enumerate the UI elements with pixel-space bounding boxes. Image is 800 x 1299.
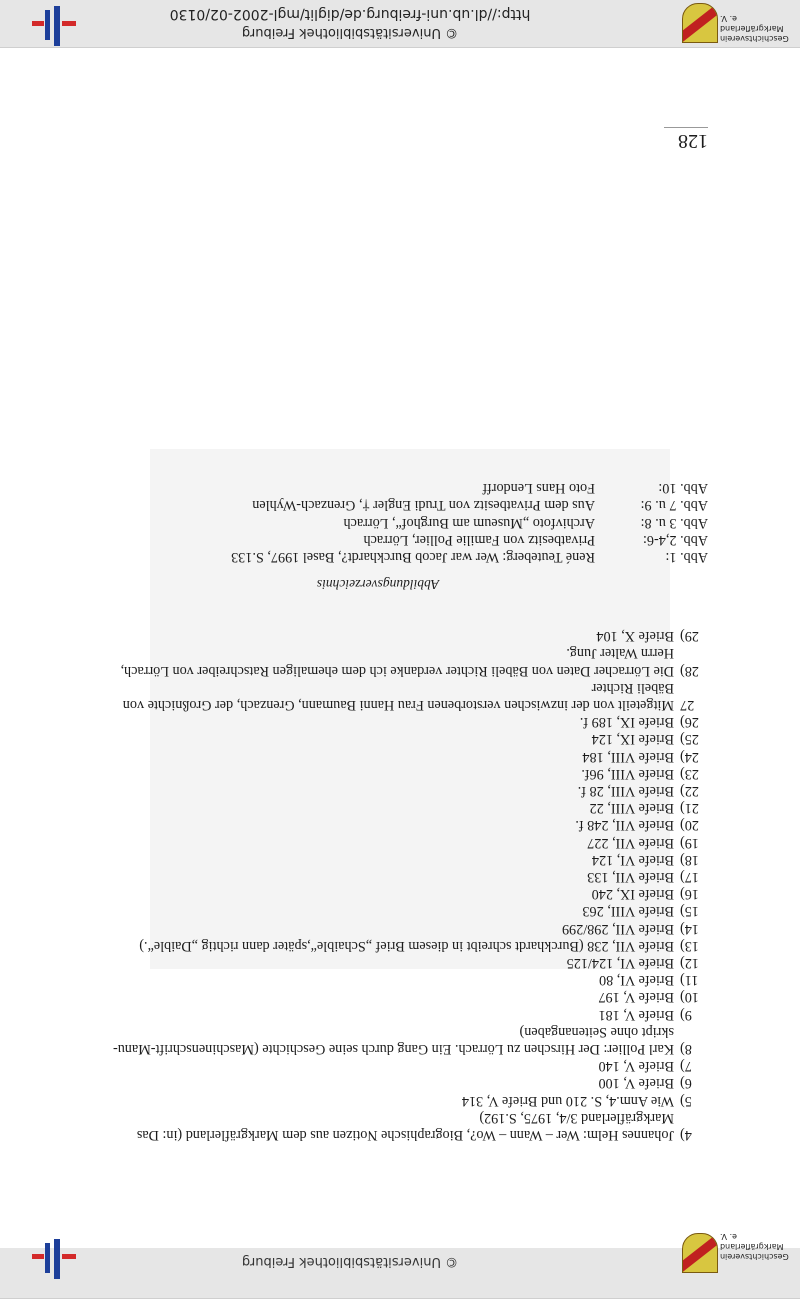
endnote-number: 10) bbox=[680, 989, 699, 1006]
viewer-footer-bar bbox=[0, 0, 800, 48]
endnote-number: 4) bbox=[680, 1127, 692, 1143]
university-library-logo-icon[interactable] bbox=[32, 0, 80, 46]
page-number-rule bbox=[664, 127, 708, 128]
endnote-text-line: Briefe VIII, 263 bbox=[582, 903, 674, 920]
endnote-number: 24) bbox=[680, 748, 699, 765]
figure-label: Abb. 2,4-6: bbox=[642, 531, 708, 548]
coat-of-arms-icon bbox=[682, 1233, 718, 1273]
endnote-number: 15) bbox=[680, 903, 699, 920]
figure-label: Abb. 7 u. 9: bbox=[640, 497, 708, 514]
endnote-text-line: Briefe VII, 248 f. bbox=[575, 817, 674, 834]
figures-heading: Abbildungsverzeichnis bbox=[316, 577, 440, 592]
endnote-text-line: Mitgeteilt von der inzwischen verstorbenen Frau Hanni Baumann, Grenzach, der Großnichte von bbox=[122, 697, 674, 713]
endnote-text-line: Briefe VI, 80 bbox=[599, 972, 674, 989]
figure-label: Abb. 10: bbox=[658, 480, 708, 497]
endnote-number: 26) bbox=[680, 714, 699, 731]
permalink[interactable]: http://dl.ub.uni-freiburg.de/diglit/mgl-2002-02/0130 bbox=[169, 6, 531, 22]
figure-credit-text: Aus dem Privatbesitz von Trudi Engler †, Grenzach-Wyhlen bbox=[252, 497, 595, 514]
viewer-header-bar bbox=[0, 1248, 800, 1299]
endnote-text-line: Briefe VIII, 28 f. bbox=[577, 783, 674, 799]
endnote-text-line: Markgräflerland 3/4, 1975, S.192) bbox=[479, 1109, 674, 1126]
endnote-text-line: Briefe IX, 240 bbox=[591, 886, 674, 903]
endnote-text-line: Bäbeli Richter bbox=[591, 679, 674, 696]
university-library-logo-icon[interactable] bbox=[32, 1233, 80, 1279]
endnote-number: 6) bbox=[680, 1075, 692, 1092]
endnote-number: 9) bbox=[680, 1006, 692, 1023]
endnote-text-line: Briefe V, 140 bbox=[598, 1058, 674, 1075]
endnote-text-line: Briefe VI, 124 bbox=[591, 851, 674, 868]
endnote-text-line: Briefe IX, 189 f. bbox=[579, 714, 674, 731]
figure-credit-text: René Teuteberg: Wer war Jacob Burckhardt?, Basel 1997, S.133 bbox=[231, 549, 595, 565]
endnote-text-line: Herrn Walter Jung. bbox=[566, 645, 674, 662]
figure-credit-text: Privatbesitz von Familie Pollier, Lörrach bbox=[363, 531, 595, 548]
endnote-number: 11) bbox=[680, 972, 699, 989]
copyright-line: © Universitätsbibliothek Freiburg bbox=[241, 25, 459, 40]
endnote-number: 18) bbox=[680, 851, 699, 868]
endnote-text-line: Briefe VII, 298/299 bbox=[561, 920, 674, 937]
endnote-number: 25) bbox=[680, 731, 699, 748]
endnote-text-line: Die Lörracher Daten von Bäbeli Richter verdanke ich dem ehemaligen Ratschreiber von Lörrach, bbox=[120, 662, 674, 679]
endnote-number: 20) bbox=[680, 817, 699, 834]
endnote-number: 12) bbox=[680, 955, 699, 971]
endnote-text-line: Briefe V, 100 bbox=[598, 1075, 674, 1092]
coat-of-arms-icon bbox=[682, 3, 718, 43]
endnote-text-line: Briefe VII, 227 bbox=[587, 834, 674, 851]
endnote-text-line: skript ohne Seitenangaben) bbox=[519, 1023, 674, 1040]
endnote-text-line: Briefe IX, 124 bbox=[591, 731, 674, 748]
figure-credit-text: Archivfoto „Museum am Burghof“, Lörrach bbox=[343, 514, 595, 531]
endnote-number: 5) bbox=[680, 1092, 692, 1109]
endnote-text-line: Briefe V, 181 bbox=[598, 1006, 674, 1023]
endnote-number: 28) bbox=[680, 662, 699, 679]
endnote-number: 14) bbox=[680, 920, 699, 937]
endnote-number: 17) bbox=[680, 869, 699, 885]
endnote-number: 8) bbox=[680, 1041, 692, 1057]
endnote-number: 13) bbox=[680, 937, 699, 954]
endnote-number: 23) bbox=[680, 765, 699, 782]
page-number: 128 bbox=[678, 130, 708, 152]
endnote-text-line: Wie Anm.4, S. 210 und Briefe V, 314 bbox=[461, 1092, 674, 1109]
endnote-number: 29) bbox=[680, 628, 699, 645]
endnote-text-line: Briefe V, 197 bbox=[598, 989, 674, 1006]
endnote-text-line: Karl Pollier: Der Hirschen zu Lörrach. Ein Gang durch seine Geschichte (Maschinenschrift-Manu- bbox=[113, 1041, 674, 1057]
copyright-line-secondary: © Universitätsbibliothek Freiburg bbox=[241, 1254, 459, 1269]
endnote-text-line: Briefe VIII, 22 bbox=[589, 800, 674, 817]
endnote-number: 21) bbox=[680, 800, 699, 817]
endnote-number: 19) bbox=[680, 834, 699, 851]
endnote-number: 22) bbox=[680, 783, 699, 799]
endnote-number: 7) bbox=[680, 1058, 692, 1075]
document-page bbox=[0, 48, 800, 1219]
figure-credit-text: Foto Hans Lendorff bbox=[482, 480, 595, 497]
endnote-text-line: Briefe VII, 133 bbox=[587, 869, 674, 885]
association-name-secondary: Geschichtsverein Markgräflerland e. V. bbox=[720, 1232, 789, 1261]
endnote-text-line: Briefe VII, 238 (Burckhardt schreibt in diesem Brief „Schaible“,später dann richtig „Daible“.) bbox=[139, 937, 674, 954]
figure-label: Abb. 3 u. 8: bbox=[640, 514, 708, 531]
endnote-text-line: Briefe X, 104 bbox=[596, 628, 674, 645]
endnote-number: 16) bbox=[680, 886, 699, 903]
endnote-text-line: Briefe VIII, 96f. bbox=[581, 765, 674, 782]
association-name: Geschichtsverein Markgräflerland e. V. bbox=[720, 14, 789, 43]
figure-label: Abb. 1: bbox=[665, 549, 708, 565]
endnote-text-line: Briefe VI, 124/125 bbox=[566, 955, 674, 971]
endnote-number: 27 bbox=[680, 697, 695, 713]
endnote-text-line: Johannes Helm: Wer – Wann – Wo?, Biographische Notizen aus dem Markgräflerland (in: Das bbox=[136, 1127, 674, 1143]
endnote-text-line: Briefe VIII, 184 bbox=[582, 748, 674, 765]
